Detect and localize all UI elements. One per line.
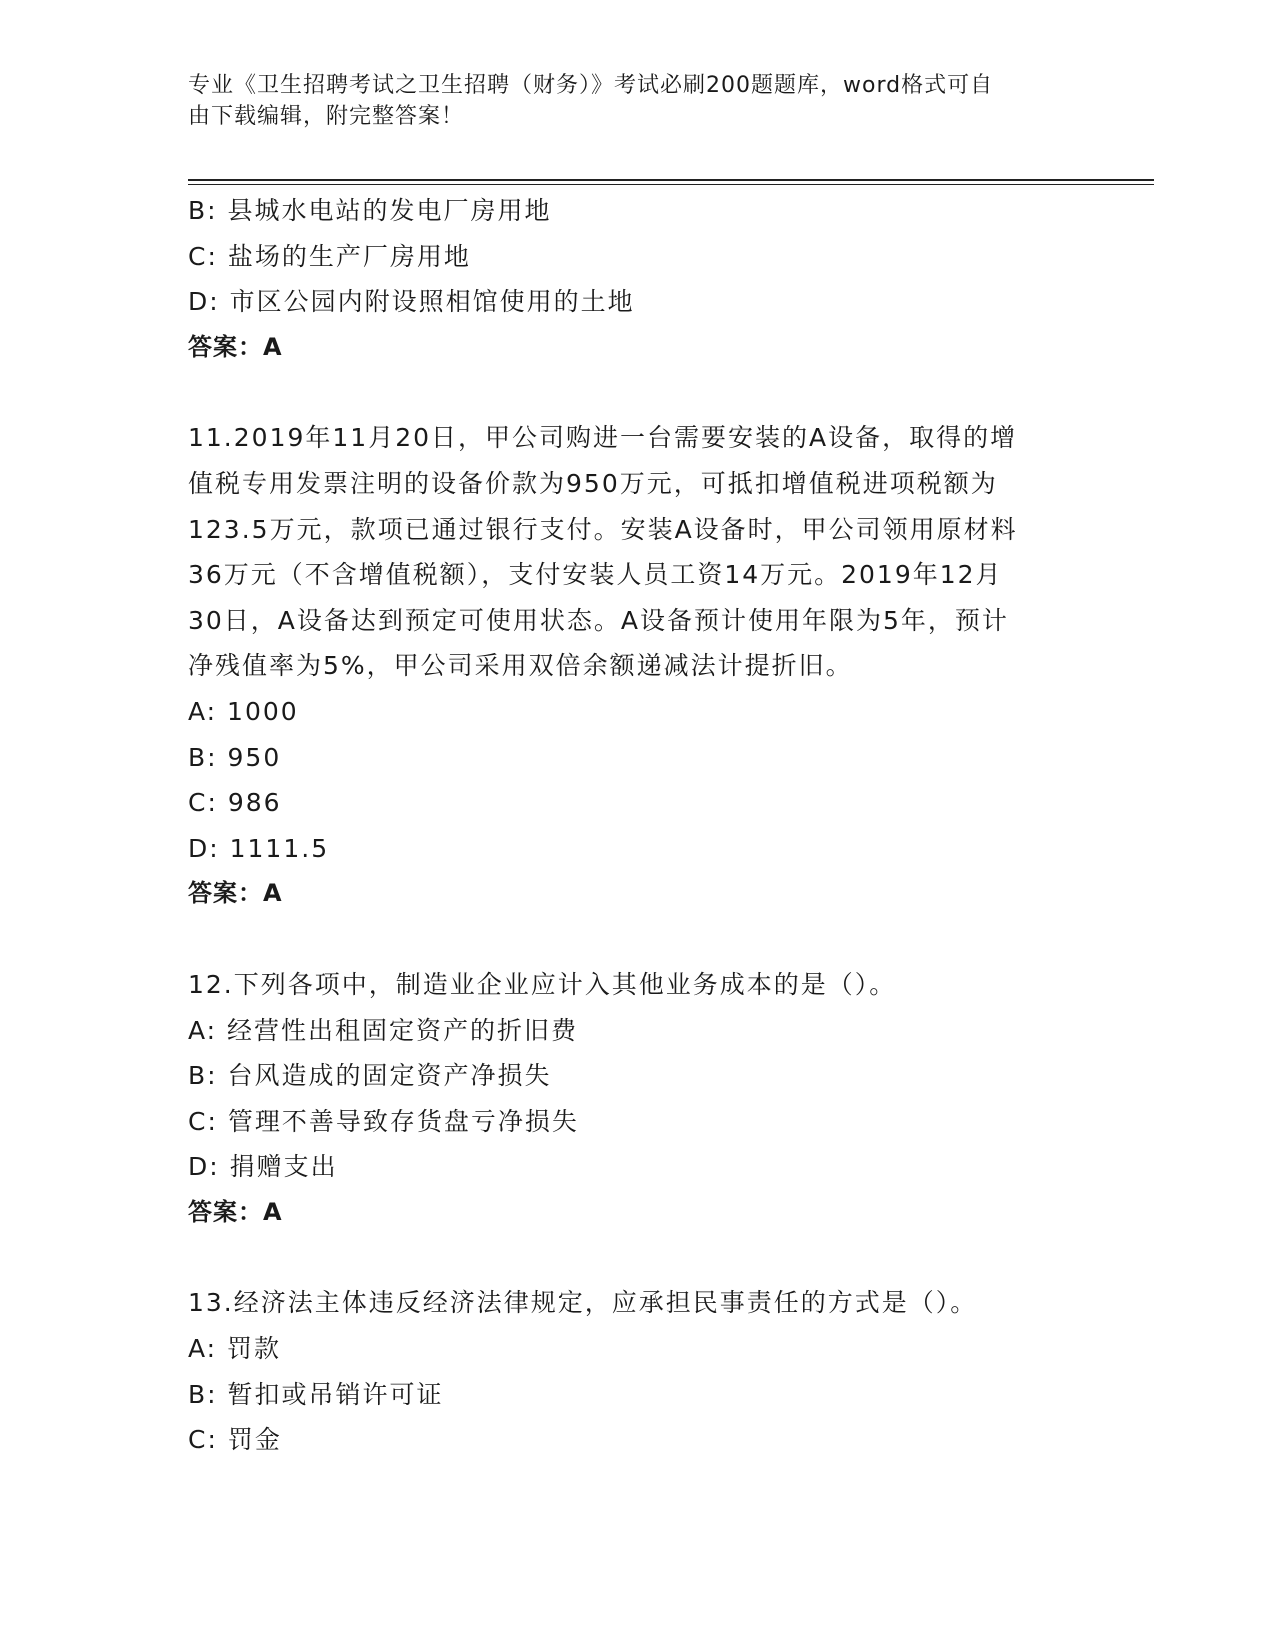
answer: 答案：A — [188, 879, 283, 908]
answer: 答案：A — [188, 1197, 283, 1226]
option-d: D: 1111.5 — [188, 833, 330, 863]
question-13 — [188, 1280, 1088, 1462]
question-stem-line: 值税专用发票注明的设备价款为950万元，可抵扣增值税进项税额为 — [188, 468, 998, 498]
option-a: A: 经营性出租固定资产的折旧费 — [188, 1015, 579, 1045]
question-stem: 13.经济法主体违反经济法律规定，应承担民事责任的方式是（）。 — [188, 1288, 978, 1318]
document-body — [188, 188, 1088, 1463]
option-c: C: 盐场的生产厂房用地 — [188, 241, 471, 271]
question-stem: 12.下列各项中，制造业企业应计入其他业务成本的是（）。 — [188, 969, 897, 999]
question-stem-line: 30日，A设备达到预定可使用状态。A设备预计使用年限为5年，预计 — [188, 605, 1009, 635]
option-b: B: 暂扣或吊销许可证 — [188, 1379, 444, 1409]
answer: 答案：A — [188, 332, 283, 361]
header-rule-thick — [188, 179, 1154, 181]
option-b: B: 950 — [188, 742, 282, 772]
document-header — [188, 70, 1068, 132]
question-11 — [188, 415, 1088, 917]
option-b: B: 台风造成的固定资产净损失 — [188, 1061, 552, 1091]
question-10 — [188, 188, 1088, 370]
question-stem-line: 11.2019年11月20日，甲公司购进一台需要安装的A设备，取得的增 — [188, 423, 1018, 453]
option-a: A: 罚款 — [188, 1334, 282, 1364]
option-c: C: 管理不善导致存货盘亏净损失 — [188, 1106, 579, 1136]
header-line-2: 由下载编辑，附完整答案！ — [188, 104, 465, 129]
header-line-1: 专业《卫生招聘考试之卫生招聘（财务）》考试必刷200题题库，word格式可自 — [188, 73, 994, 98]
question-stem-line: 净残值率为5%，甲公司采用双倍余额递减法计提折旧。 — [188, 651, 853, 681]
option-d: D: 捐赠支出 — [188, 1152, 338, 1182]
question-stem-line: 123.5万元，款项已通过银行支付。安装A设备时，甲公司领用原材料 — [188, 514, 1018, 544]
header-rule-thin — [188, 184, 1154, 185]
question-12 — [188, 962, 1088, 1236]
question-stem-line: 36万元（不含增值税额），支付安装人员工资14万元。2019年12月 — [188, 560, 1003, 590]
option-c: C: 罚金 — [188, 1425, 282, 1455]
option-c: C: 986 — [188, 788, 282, 818]
option-a: A: 1000 — [188, 696, 299, 726]
option-d: D: 市区公园内附设照相馆使用的土地 — [188, 287, 635, 317]
option-b: B: 县城水电站的发电厂房用地 — [188, 196, 552, 225]
